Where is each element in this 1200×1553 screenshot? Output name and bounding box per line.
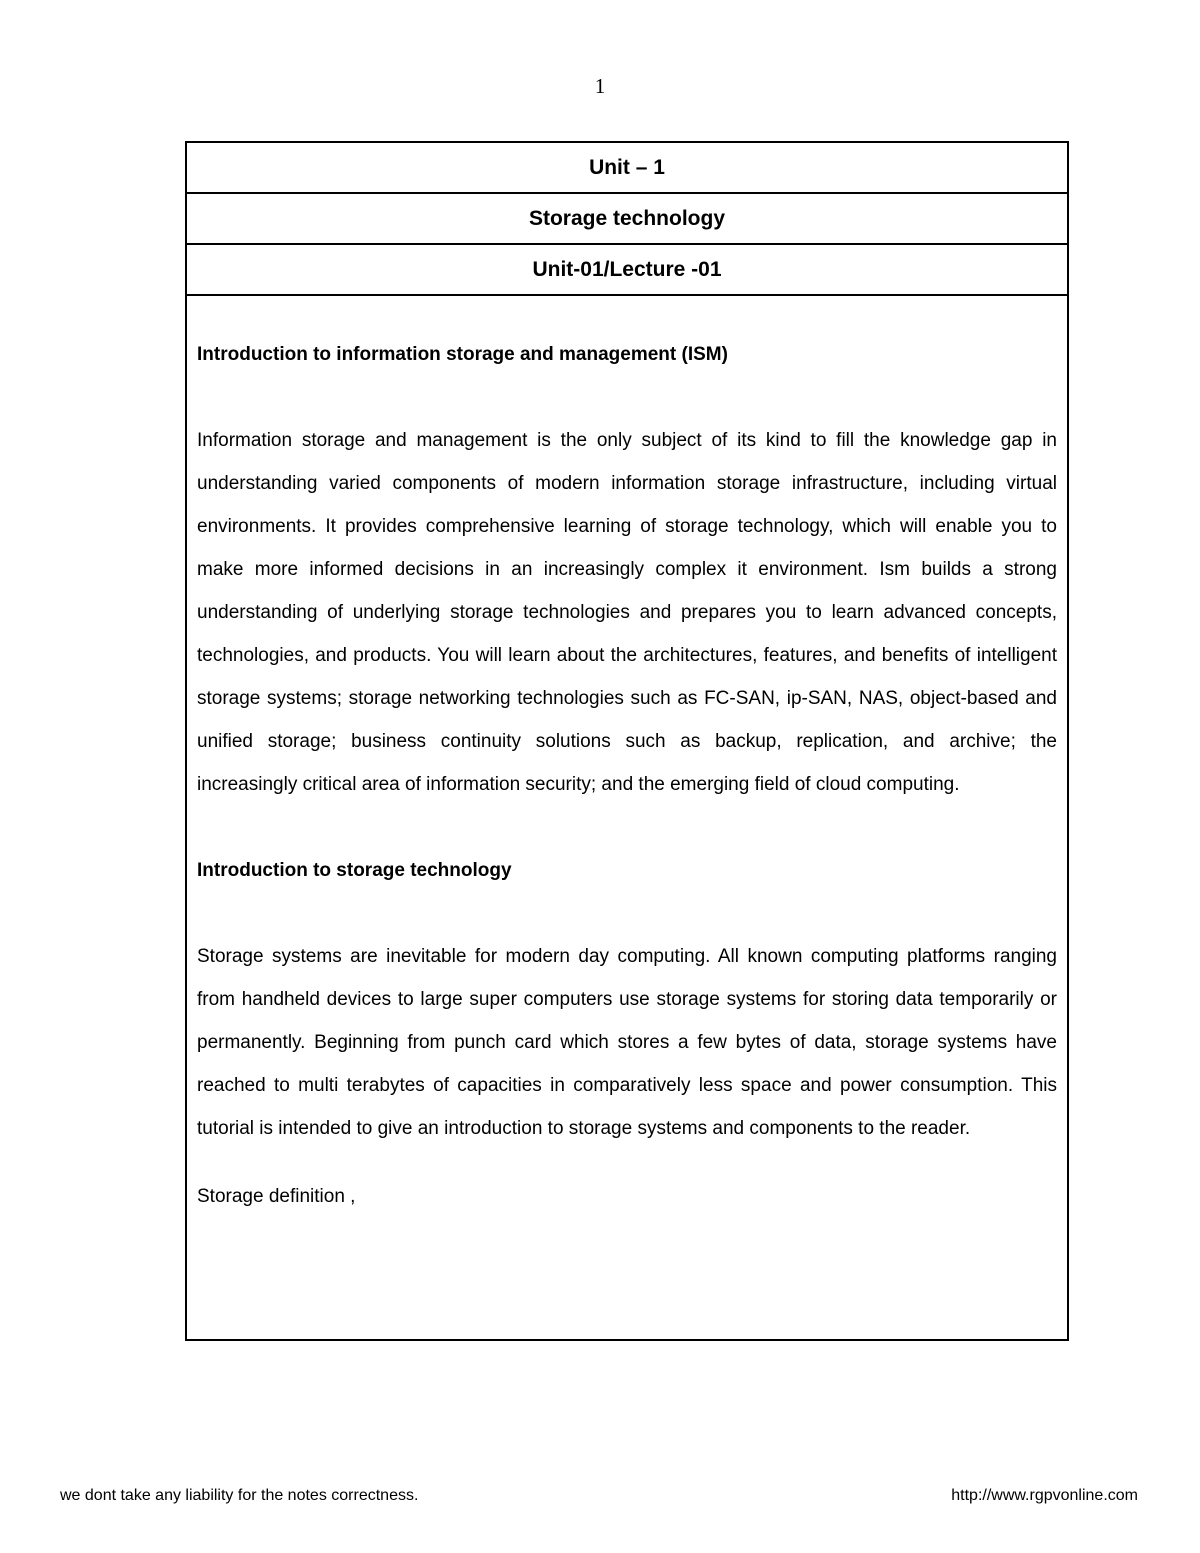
lecture-frame xyxy=(185,141,1069,1341)
storage-definition-label: Storage definition , xyxy=(197,1186,356,1207)
storage-heading: Introduction to storage technology xyxy=(197,860,512,881)
topic-title: Storage technology xyxy=(187,194,1067,245)
footer-website-link[interactable]: http://www.rgpvonline.com xyxy=(951,1487,1138,1504)
ism-paragraph: Information storage and management is the only subject of its kind to fill the knowledge gap in understanding varied components of modern information storage infrastructure, including virtual environments. It provides comprehensive learning of storage technology, which will enable you to make more informed decisions in an increasingly complex it environment. Ism builds a strong understanding of underlying storage technologies and prepares you to learn advanced concepts, technologies, and products. You will learn about the architectures, features, and benefits of intelligent storage systems; storage networking technologies such as FC-SAN, ip-SAN, NAS, object-based and unified storage; business continuity solutions such as backup, replication, and archive; the increasingly critical area of information security; and the emerging field of cloud computing. xyxy=(197,430,1057,795)
page-number: 1 xyxy=(594,74,606,98)
unit-title: Unit – 1 xyxy=(187,143,1067,194)
storage-paragraph: Storage systems are inevitable for modern day computing. All known computing platforms ranging from handheld devices to large super computers use storage systems for storing data temporarily or permanently. Beginning from punch card which stores a few bytes of data, storage systems have reached to multi terabytes of capacities in comparatively less space and power consumption. This tutorial is intended to give an introduction to storage systems and components to the reader. xyxy=(197,946,1057,1139)
footer-disclaimer: we dont take any liability for the notes correctness. xyxy=(60,1487,419,1504)
ism-heading: Introduction to information storage and management (ISM) xyxy=(197,344,728,365)
lecture-title: Unit-01/Lecture -01 xyxy=(187,245,1067,296)
lecture-content xyxy=(187,333,1067,1218)
